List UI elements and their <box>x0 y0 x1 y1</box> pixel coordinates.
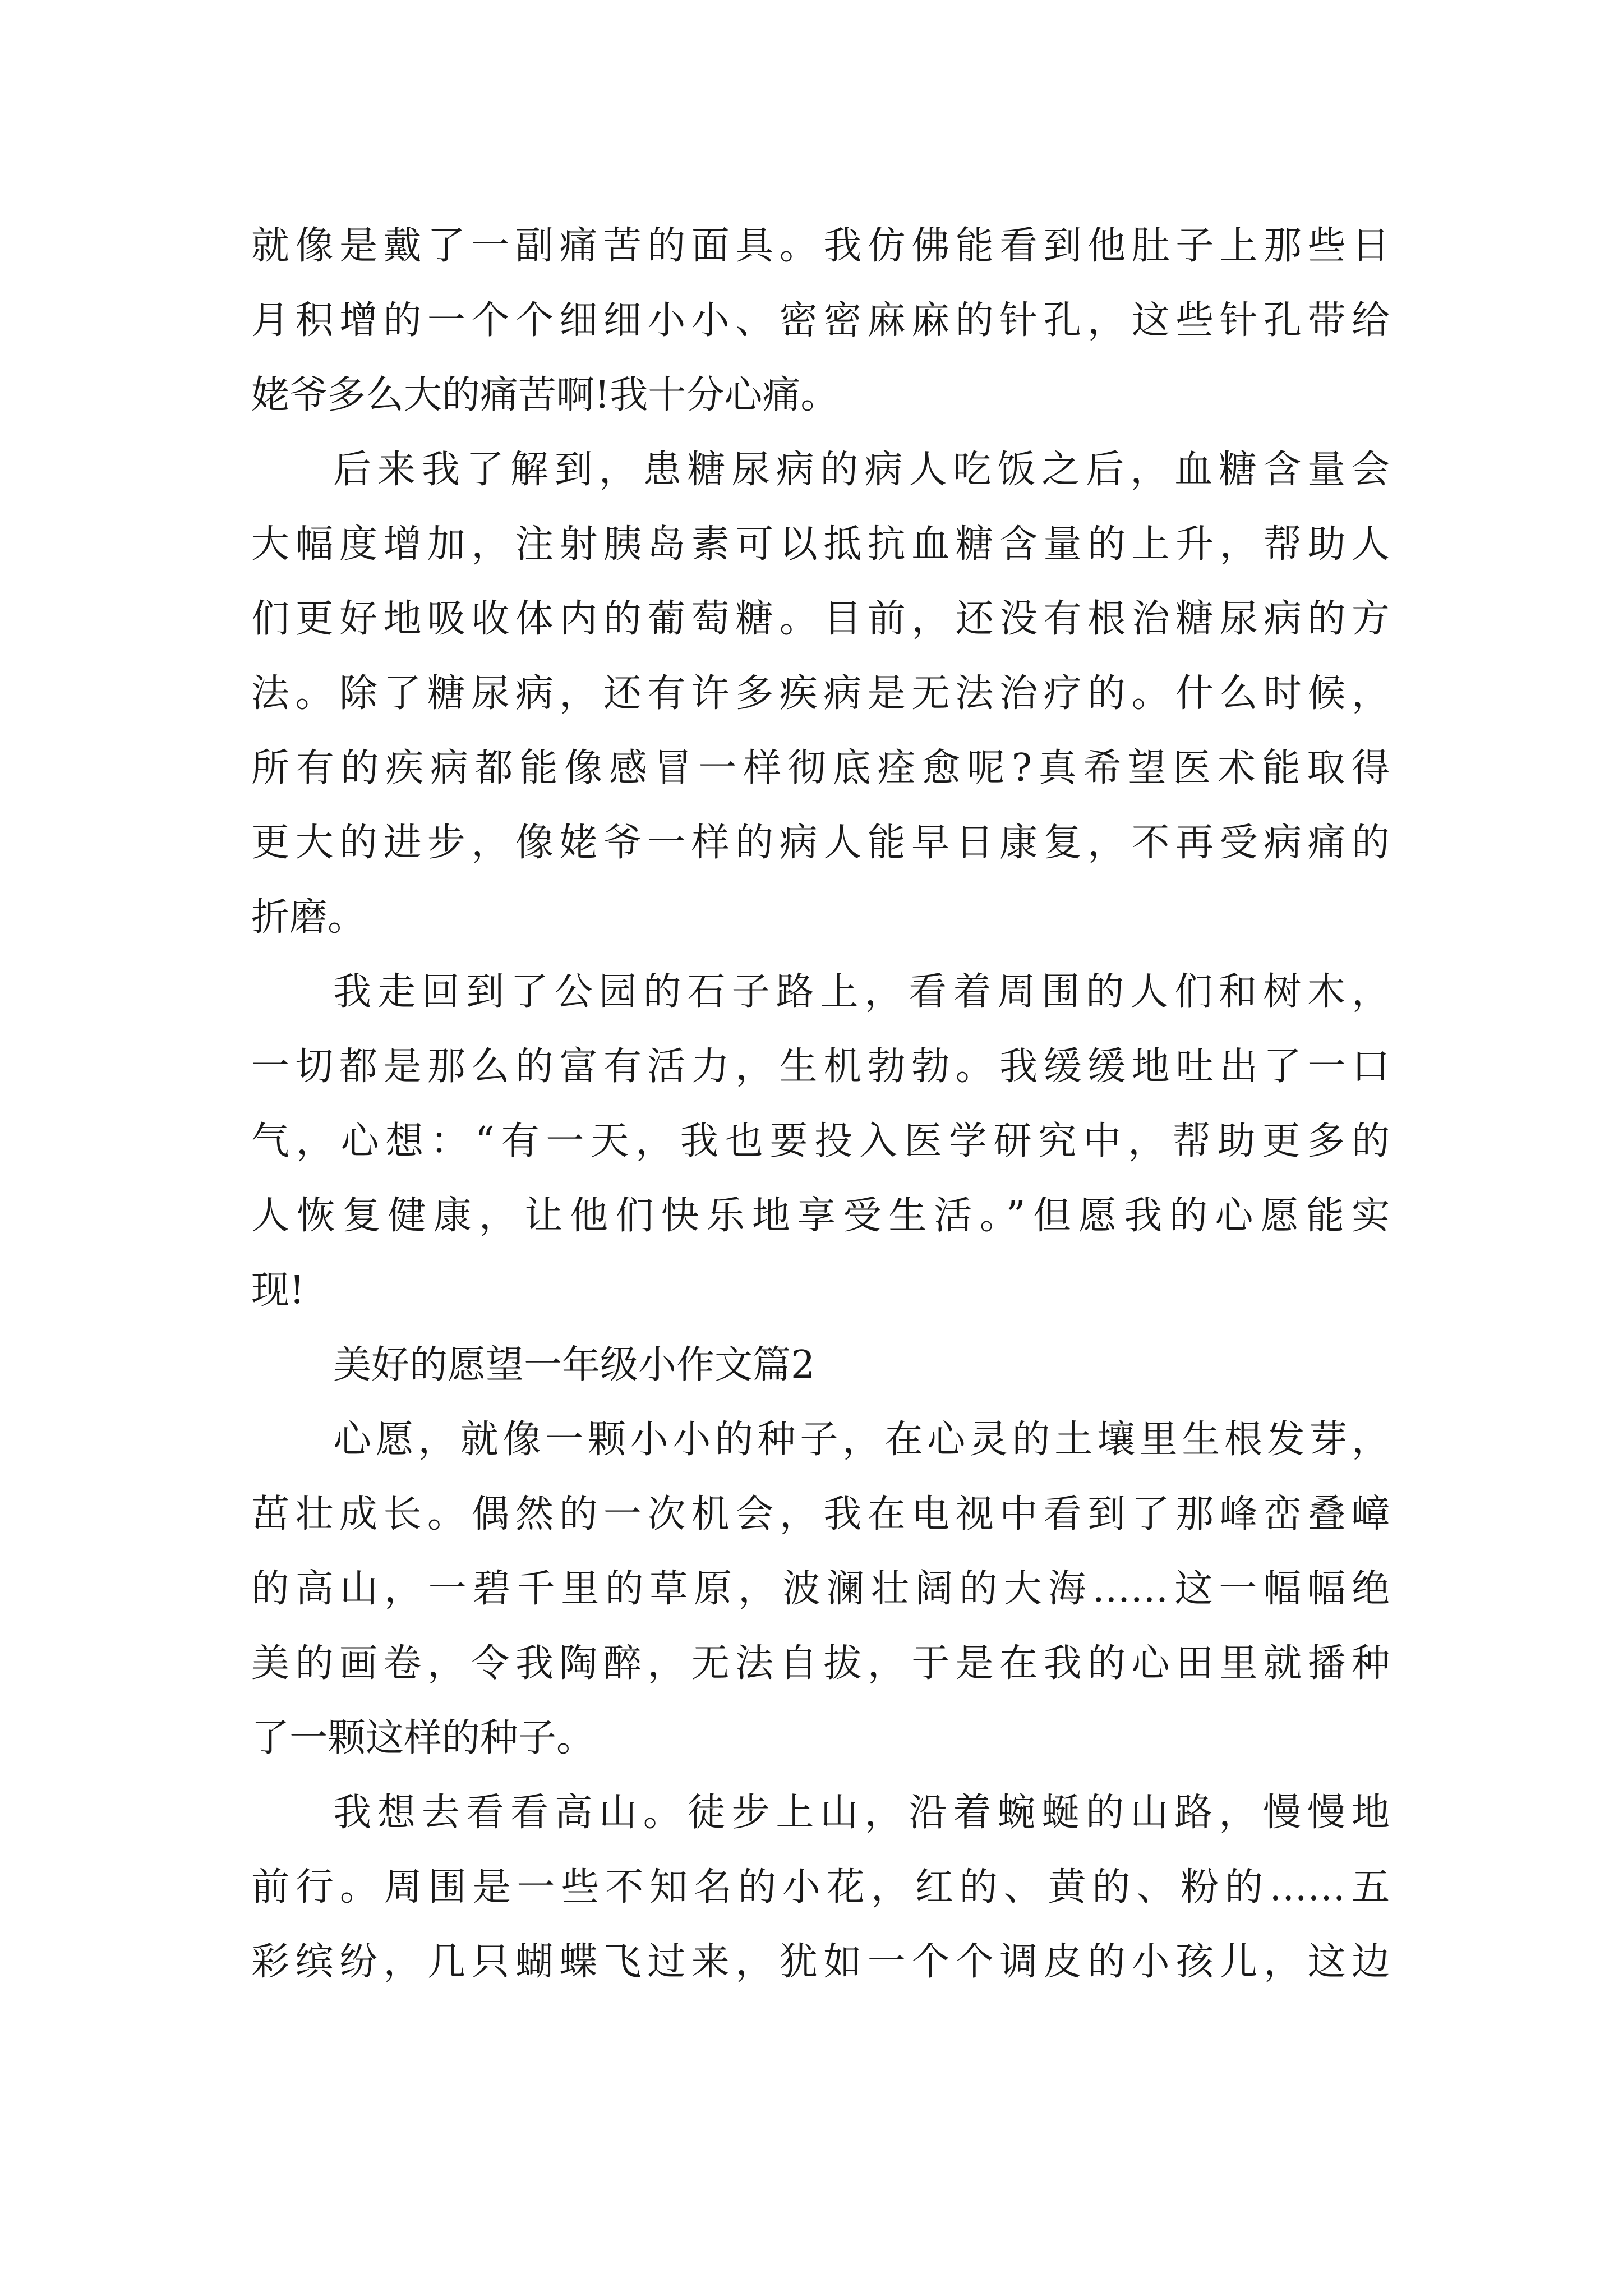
paragraph-line: 美的画卷，令我陶醉，无法自拔，于是在我的心田里就播种 <box>251 1641 1390 1686</box>
paragraph-line: 我想去看看高山。徒步上山，沿着蜿蜒的山路，慢慢地 <box>333 1791 1390 1835</box>
paragraph-line: 前行。周围是一些不知名的小花，红的、黄的、粉的……五 <box>251 1865 1390 1910</box>
paragraph-line: 一切都是那么的富有活力，生机勃勃。我缓缓地吐出了一口 <box>251 1045 1390 1089</box>
paragraph-line: 姥爷多么大的痛苦啊!我十分心痛。 <box>251 373 839 417</box>
paragraph-line: 茁壮成长。偶然的一次机会，我在电视中看到了那峰峦叠嶂 <box>251 1492 1390 1536</box>
paragraph-line: 心愿，就像一颗小小的种子，在心灵的土壤里生根发芽， <box>333 1418 1390 1462</box>
paragraph-line: 月积增的一个个细细小小、密密麻麻的针孔，这些针孔带给 <box>251 298 1390 343</box>
paragraph-line: 彩缤纷，几只蝴蝶飞过来，犹如一个个调皮的小孩儿，这边 <box>251 1940 1390 1984</box>
paragraph-line: 了一颗这样的种子。 <box>251 1716 595 1760</box>
paragraph-line: 现! <box>251 1268 305 1313</box>
paragraph-line: 我走回到了公园的石子路上，看着周围的人们和树木， <box>333 970 1390 1014</box>
paragraph-line: 的高山，一碧千里的草原，波澜壮阔的大海……这一幅幅绝 <box>251 1567 1390 1611</box>
paragraph-line: 后来我了解到，患糖尿病的病人吃饭之后，血糖含量会 <box>333 448 1390 492</box>
paragraph-line: 所有的疾病都能像感冒一样彻底痊愈呢?真希望医术能取得 <box>251 746 1390 790</box>
paragraph-line: 们更好地吸收体内的葡萄糖。目前，还没有根治糖尿病的方 <box>251 597 1390 641</box>
section-heading: 美好的愿望一年级小作文篇2 <box>333 1343 815 1387</box>
document-body <box>251 209 1390 1999</box>
paragraph-line: 折磨。 <box>251 895 366 940</box>
paragraph-line: 人恢复健康，让他们快乐地享受生活。”但愿我的心愿能实 <box>251 1194 1390 1238</box>
paragraph-line: 更大的进步，像姥爷一样的病人能早日康复，不再受病痛的 <box>251 821 1390 865</box>
paragraph-line: 法。除了糖尿病，还有许多疾病是无法治疗的。什么时候， <box>251 671 1390 716</box>
paragraph-line: 大幅度增加，注射胰岛素可以抵抗血糖含量的上升，帮助人 <box>251 522 1390 567</box>
paragraph-line: 气，心想：“有一天，我也要投入医学研究中，帮助更多的 <box>251 1119 1390 1163</box>
paragraph-line: 就像是戴了一副痛苦的面具。我仿佛能看到他肚子上那些日 <box>251 224 1390 268</box>
